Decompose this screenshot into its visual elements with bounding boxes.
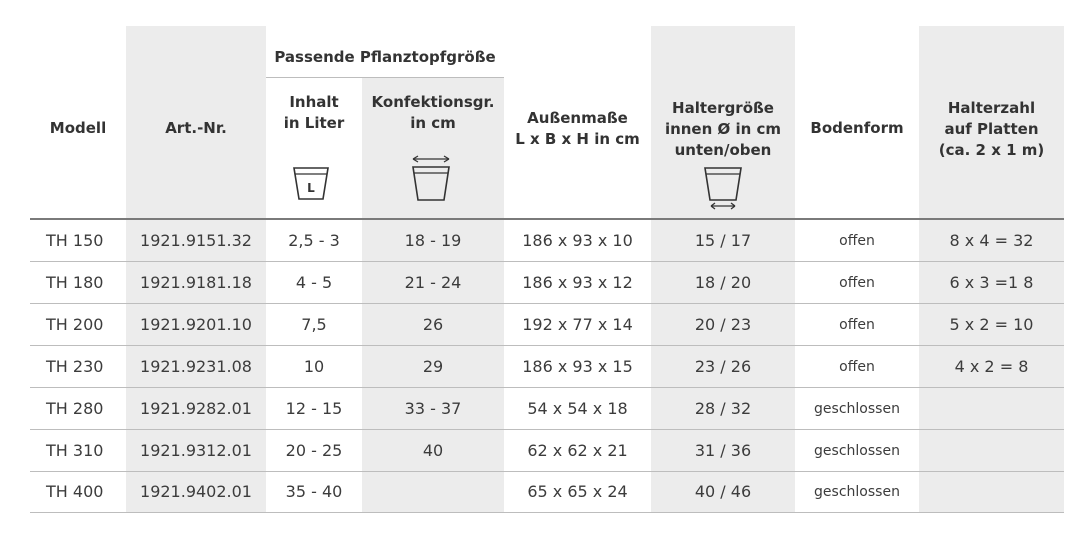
header-konfektion bbox=[362, 92, 504, 134]
cell-model: TH 180 bbox=[46, 273, 104, 292]
cell-model: TH 150 bbox=[46, 231, 104, 250]
header-aussen bbox=[504, 108, 651, 150]
cell-inhalt: 7,5 bbox=[301, 315, 327, 334]
cell-halter: 20 / 23 bbox=[694, 315, 752, 334]
cell-art-nr: 1921.9151.32 bbox=[140, 231, 252, 250]
header-halter-line2: innen Ø in cm bbox=[664, 120, 782, 138]
group-header-rule bbox=[266, 77, 504, 78]
cell-halter: 23 / 26 bbox=[694, 357, 752, 376]
cell-konfektion: 18 - 19 bbox=[404, 231, 462, 250]
cell-inhalt: 10 bbox=[303, 357, 325, 376]
cell-inhalt: 12 - 15 bbox=[285, 399, 343, 418]
pot-liter-icon bbox=[292, 164, 332, 204]
cell-konfektion bbox=[362, 471, 504, 513]
cell-inhalt: 4 - 5 bbox=[295, 273, 333, 292]
cell-art-nr: 1921.9312.01 bbox=[140, 441, 252, 460]
cell-art-nr: 1921.9282.01 bbox=[140, 399, 252, 418]
cell-inhalt: 35 - 40 bbox=[285, 482, 343, 501]
cell-halterzahl: 6 x 3 =1 8 bbox=[949, 273, 1034, 292]
cell-model: TH 400 bbox=[46, 482, 104, 501]
cell-halterzahl: 8 x 4 = 32 bbox=[949, 231, 1034, 250]
cell-model: TH 230 bbox=[46, 357, 104, 376]
cell-halter: 40 / 46 bbox=[694, 482, 752, 501]
header-inhalt-line2: in Liter bbox=[283, 114, 345, 132]
cell-aussen: 186 x 93 x 15 bbox=[522, 357, 633, 376]
header-halterzahl-line2: auf Platten bbox=[944, 120, 1039, 138]
header-art-nr: Art.-Nr. bbox=[165, 119, 227, 137]
cell-halterzahl bbox=[919, 471, 1064, 513]
pot-width-icon bbox=[410, 154, 454, 202]
header-halterzahl-line1: Halterzahl bbox=[947, 99, 1036, 117]
cell-art-nr: 1921.9181.18 bbox=[140, 273, 252, 292]
cell-aussen: 65 x 65 x 24 bbox=[527, 482, 628, 501]
holder-size-icon bbox=[702, 165, 746, 211]
cell-halter: 31 / 36 bbox=[694, 441, 752, 460]
cell-boden: geschlossen bbox=[814, 401, 900, 417]
header-halter-line1: Haltergröße bbox=[672, 99, 774, 117]
header-halter bbox=[651, 98, 795, 161]
header-aussen-line2: L x B x H in cm bbox=[515, 130, 640, 148]
header-model: Modell bbox=[49, 119, 107, 137]
cell-konfektion: 21 - 24 bbox=[404, 273, 462, 292]
header-inhalt-line1: Inhalt bbox=[289, 93, 339, 111]
cell-inhalt: 2,5 - 3 bbox=[288, 231, 340, 250]
cell-boden: offen bbox=[839, 359, 875, 375]
cell-halter: 15 / 17 bbox=[694, 231, 752, 250]
cell-model: TH 200 bbox=[46, 315, 104, 334]
cell-aussen: 54 x 54 x 18 bbox=[527, 399, 628, 418]
header-inhalt bbox=[266, 92, 362, 134]
cell-konfektion: 26 bbox=[422, 315, 444, 334]
cell-aussen: 62 x 62 x 21 bbox=[527, 441, 628, 460]
header-group-pflanztopf: Passende Pflanztopfgröße bbox=[274, 48, 496, 66]
cell-aussen: 186 x 93 x 12 bbox=[522, 273, 633, 292]
pot-liter-label: L bbox=[307, 181, 315, 195]
cell-inhalt: 20 - 25 bbox=[285, 441, 343, 460]
cell-halterzahl bbox=[919, 430, 1064, 472]
header-halterzahl-line3: (ca. 2 x 1 m) bbox=[938, 141, 1045, 159]
cell-boden: offen bbox=[839, 233, 875, 249]
cell-halterzahl: 4 x 2 = 8 bbox=[954, 357, 1029, 376]
cell-boden: geschlossen bbox=[814, 484, 900, 500]
header-halterzahl bbox=[919, 98, 1064, 161]
cell-boden: offen bbox=[839, 275, 875, 291]
cell-konfektion: 40 bbox=[422, 441, 444, 460]
cell-boden: offen bbox=[839, 317, 875, 333]
cell-aussen: 186 x 93 x 10 bbox=[522, 231, 633, 250]
header-konfektion-line2: in cm bbox=[410, 114, 456, 132]
cell-boden: geschlossen bbox=[814, 443, 900, 459]
header-aussen-line1: Außenmaße bbox=[527, 109, 628, 127]
cell-halter: 18 / 20 bbox=[694, 273, 752, 292]
cell-art-nr: 1921.9201.10 bbox=[140, 315, 252, 334]
cell-halterzahl: 5 x 2 = 10 bbox=[949, 315, 1034, 334]
header-boden: Bodenform bbox=[810, 119, 904, 137]
header-halter-line3: unten/oben bbox=[674, 141, 772, 159]
cell-model: TH 310 bbox=[46, 441, 104, 460]
cell-aussen: 192 x 77 x 14 bbox=[522, 315, 633, 334]
cell-konfektion: 33 - 37 bbox=[404, 399, 462, 418]
cell-art-nr: 1921.9231.08 bbox=[140, 357, 252, 376]
cell-model: TH 280 bbox=[46, 399, 104, 418]
header-konfektion-line1: Konfektionsgr. bbox=[371, 93, 495, 111]
cell-halterzahl bbox=[919, 388, 1064, 430]
cell-art-nr: 1921.9402.01 bbox=[140, 482, 252, 501]
cell-konfektion: 29 bbox=[422, 357, 444, 376]
cell-halter: 28 / 32 bbox=[694, 399, 752, 418]
